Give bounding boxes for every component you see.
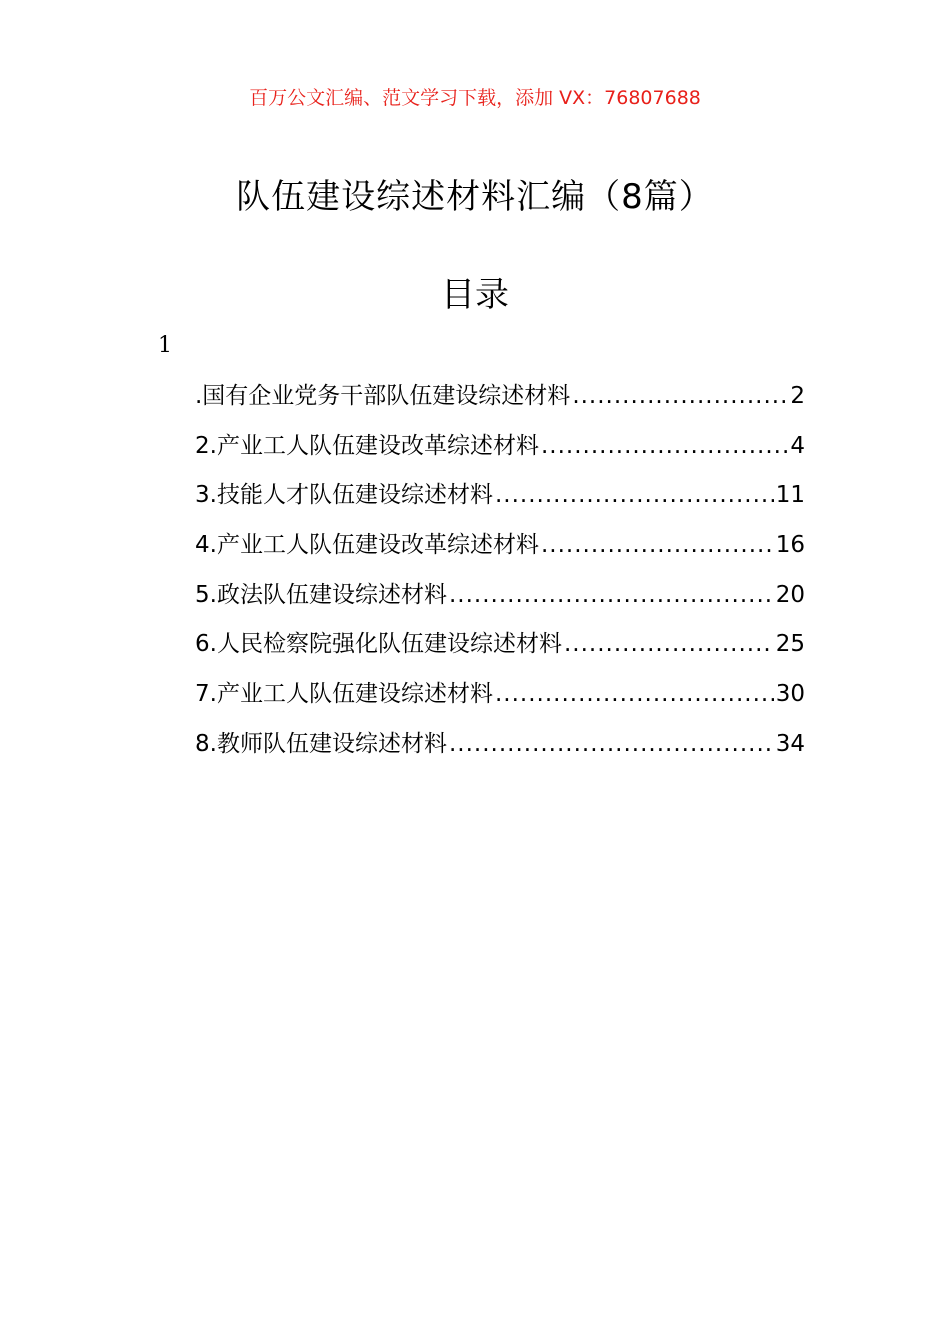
toc-entry-page: 25 [775,631,805,658]
header-promo-note: 百万公文汇编、范文学习下载，添加 VX：76807688 [249,87,701,109]
toc-dot-leader [495,477,774,513]
toc-dot-leader [541,527,774,563]
toc-entry-title: 6.人民检察院强化队伍建设综述材料 [195,631,562,658]
toc-entry-1[interactable] [195,378,805,428]
toc-entry-5[interactable] [195,577,805,627]
toc-entry-title: 5.政法队伍建设综述材料 [195,581,447,608]
toc-heading: 目录 [441,275,509,315]
toc-entry-title: 2.产业工人队伍建设改革综述材料 [195,432,539,459]
toc-dot-leader [572,378,788,414]
toc-entry-title: .国有企业党务干部队伍建设综述材料 [195,383,571,409]
toc-entry-title: 8.教师队伍建设综述材料 [195,730,447,757]
toc-dot-leader [449,577,774,613]
toc-entry-6[interactable] [195,626,805,676]
toc-entry-title: 7.产业工人队伍建设综述材料 [195,681,493,708]
toc-dot-leader [564,626,774,662]
toc-entry-page: 11 [775,482,805,509]
toc-entry-page: 20 [775,581,805,608]
toc-entry-3[interactable] [195,477,805,527]
toc-entry-page: 16 [775,532,805,559]
toc-entry-2[interactable] [195,428,805,478]
toc-dot-leader [449,726,774,762]
toc-entry-title: 3.技能人才队伍建设综述材料 [195,482,493,509]
toc-dot-leader [541,428,788,464]
toc-dot-leader [495,676,774,712]
list-number-marker: 1 [158,333,172,358]
toc-entry-page: 4 [790,432,805,459]
toc-entry-8[interactable] [195,726,805,776]
toc-entry-7[interactable] [195,676,805,726]
document-title: 队伍建设综述材料汇编（8篇） [236,177,714,217]
toc-entry-4[interactable] [195,527,805,577]
toc-entry-page: 2 [790,383,805,409]
table-of-contents [195,378,805,776]
toc-entry-page: 34 [775,730,805,757]
toc-entry-page: 30 [775,681,805,708]
toc-entry-title: 4.产业工人队伍建设改革综述材料 [195,532,539,559]
